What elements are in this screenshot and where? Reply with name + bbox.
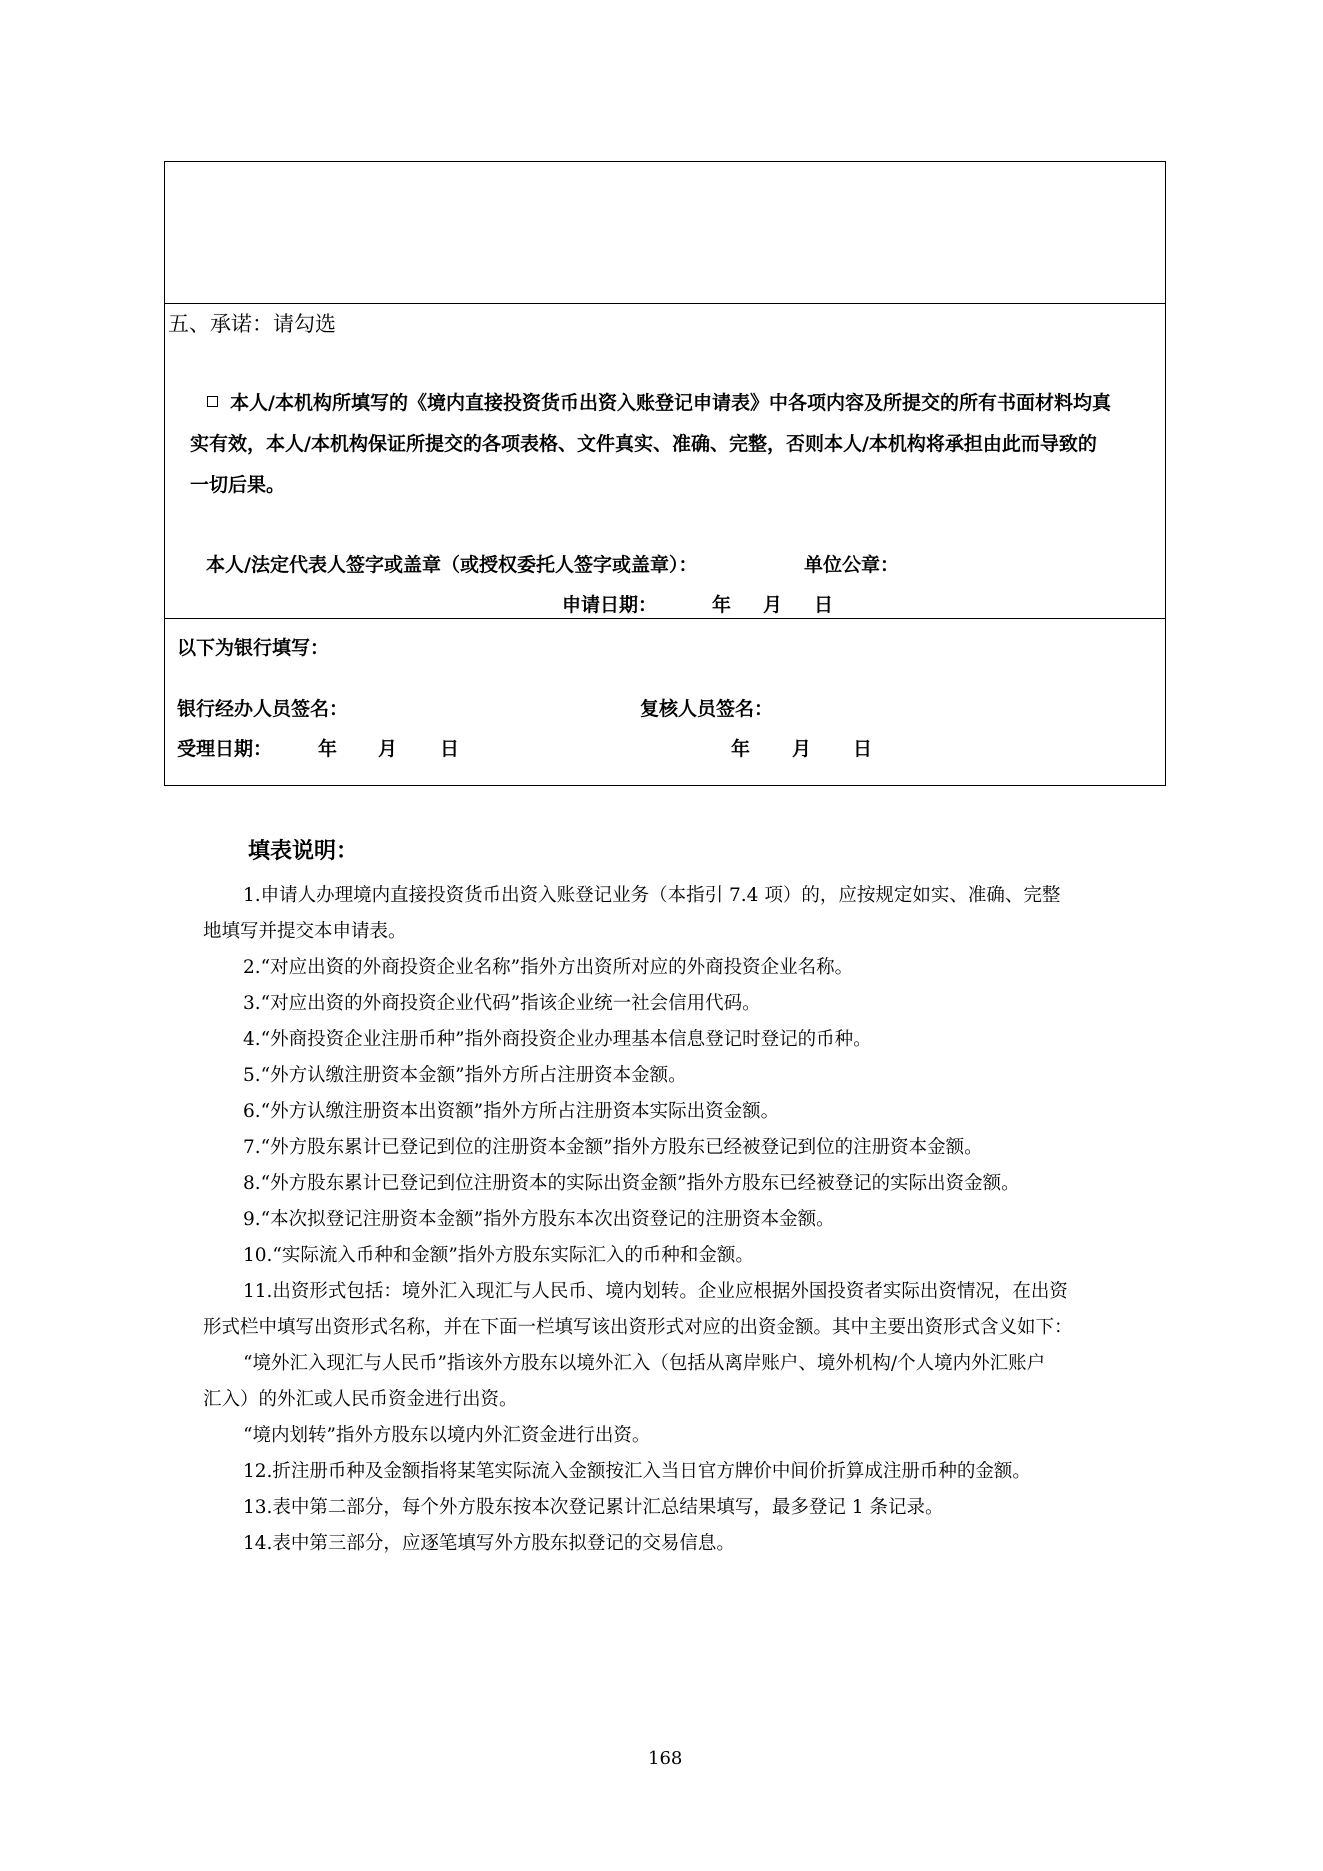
- divider-line: [165, 303, 1165, 304]
- note-line: 7.“外方股东累计已登记到位的注册资本金额”指外方股东已经被登记到位的注册资本金额。: [243, 1137, 983, 1158]
- note-line: 9.“本次拟登记注册资本金额”指外方股东本次出资登记的注册资本金额。: [243, 1209, 835, 1230]
- apply-day: 日: [814, 594, 834, 616]
- signature-label: 本人/法定代表人签字或盖章（或授权委托人签字或盖章）：: [206, 554, 698, 576]
- section5-title: 五、承诺：请勾选: [168, 312, 336, 336]
- apply-date-label: 申请日期：: [562, 594, 658, 616]
- note-line: 5.“外方认缴注册资本金额”指外方所占注册资本金额。: [243, 1065, 687, 1086]
- commitment-line-2: 实有效，本人/本机构保证所提交的各项表格、文件真实、准确、完整，否则本人/本机构将承担由此而导致的: [190, 433, 1097, 455]
- review-day: 日: [853, 738, 873, 760]
- review-month: 月: [792, 738, 812, 760]
- note-line: 14.表中第三部分，应逐笔填写外方股东拟登记的交易信息。: [243, 1533, 735, 1554]
- note-line: “境内划转”指外方股东以境内外汇资金进行出资。: [243, 1425, 651, 1446]
- bank-fill-label: 以下为银行填写：: [177, 637, 330, 659]
- divider-line: [165, 618, 1165, 619]
- note-line: 2.“对应出资的外商投资企业名称”指外方出资所对应的外商投资企业名称。: [243, 957, 854, 978]
- apply-year: 年: [712, 594, 732, 616]
- bank-staff-label: 银行经办人员签名：: [177, 698, 349, 720]
- note-line: 11.出资形式包括：境外汇入现汇与人民币、境内划转。企业应根据外国投资者实际出资情况，在出资: [243, 1281, 1068, 1302]
- review-year: 年: [731, 738, 751, 760]
- note-line: 10.“实际流入币种和金额”指外方股东实际汇入的币种和金额。: [243, 1245, 754, 1266]
- note-line: 地填写并提交本申请表。: [203, 921, 407, 942]
- note-line: 13.表中第二部分，每个外方股东按本次登记累计汇总结果填写，最多登记 1 条记录。: [243, 1497, 944, 1518]
- note-line: 形式栏中填写出资形式名称，并在下面一栏填写该出资形式对应的出资金额。其中主要出资形式含义如下：: [203, 1317, 1073, 1338]
- accept-date-label: 受理日期：: [177, 738, 273, 760]
- reviewer-label: 复核人员签名：: [640, 698, 774, 720]
- unit-seal-label: 单位公章：: [804, 554, 900, 576]
- apply-month: 月: [763, 594, 783, 616]
- accept-month: 月: [378, 738, 398, 760]
- notes-title: 填表说明：: [248, 839, 359, 864]
- note-line: 汇入）的外汇或人民币资金进行出资。: [203, 1389, 518, 1410]
- accept-year: 年: [318, 738, 338, 760]
- note-line: 3.“对应出资的外商投资企业代码”指该企业统一社会信用代码。: [243, 993, 761, 1014]
- note-line: 12.折注册币种及金额指将某笔实际流入金额按汇入当日官方牌价中间价折算成注册币种的金额。: [243, 1461, 1031, 1482]
- note-line: 8.“外方股东累计已登记到位注册资本的实际出资金额”指外方股东已经被登记的实际出资金额。: [243, 1173, 1020, 1194]
- note-line: 1.申请人办理境内直接投资货币出资入账登记业务（本指引 7.4 项）的，应按规定如实、准确、完整: [243, 885, 1061, 906]
- application-form-box: [164, 161, 1166, 786]
- commitment-checkbox[interactable]: [207, 396, 218, 407]
- accept-day: 日: [440, 738, 460, 760]
- note-line: “境外汇入现汇与人民币”指该外方股东以境外汇入（包括从离岸账户、境外机构/个人境内外汇账户: [243, 1353, 1046, 1374]
- page-number: 168: [648, 1748, 683, 1769]
- commitment-line-3: 一切后果。: [190, 474, 286, 496]
- note-line: 6.“外方认缴注册资本出资额”指外方所占注册资本实际出资金额。: [243, 1101, 780, 1122]
- note-line: 4.“外商投资企业注册币种”指外商投资企业办理基本信息登记时登记的币种。: [243, 1029, 872, 1050]
- commitment-line-1: 本人/本机构所填写的《境内直接投资货币出资入账登记申请表》中各项内容及所提交的所有书面材料均真: [207, 388, 1111, 415]
